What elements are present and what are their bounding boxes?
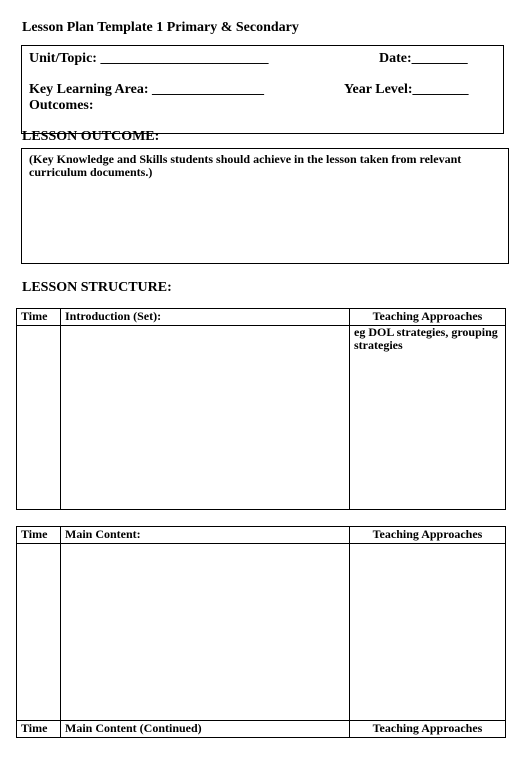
lesson-outcome-heading: LESSON OUTCOME:: [22, 129, 160, 144]
main-content-header: Main Content:: [61, 527, 350, 544]
introduction-table: [16, 308, 506, 510]
date-field[interactable]: Date:________: [379, 51, 468, 66]
main-content-table: [16, 526, 506, 738]
key-learning-area-field[interactable]: Key Learning Area: ________________: [29, 82, 265, 97]
main-content-cell[interactable]: [61, 544, 350, 721]
lesson-structure-heading: LESSON STRUCTURE:: [22, 280, 172, 295]
unit-topic-field[interactable]: Unit/Topic: ________________________: [29, 51, 269, 66]
time-cell[interactable]: [17, 326, 61, 510]
lesson-outcome-note: (Key Knowledge and Skills students should achieve in the lesson taken from relevant curriculum documents.): [29, 152, 462, 179]
table-header-row: [17, 721, 506, 738]
table-header-row: [17, 527, 506, 544]
table-header-row: [17, 309, 506, 326]
teaching-approaches-cell[interactable]: [350, 544, 506, 721]
unit-details-box: [21, 45, 504, 134]
time-header: Time: [17, 309, 61, 326]
teaching-approaches-header: Teaching Approaches: [350, 721, 506, 738]
outcomes-label: Outcomes:: [29, 98, 94, 113]
time-header: Time: [17, 527, 61, 544]
teaching-approaches-cell[interactable]: [350, 326, 506, 510]
lesson-outcome-box[interactable]: [21, 148, 509, 264]
time-header: Time: [17, 721, 61, 738]
approach-note: eg DOL strategies, grouping strategies: [354, 325, 498, 352]
year-level-field[interactable]: Year Level:________: [344, 82, 469, 97]
teaching-approaches-header: Teaching Approaches: [350, 527, 506, 544]
introduction-header: Introduction (Set):: [61, 309, 350, 326]
introduction-cell[interactable]: [61, 326, 350, 510]
teaching-approaches-header: Teaching Approaches: [350, 309, 506, 326]
document-title: Lesson Plan Template 1 Primary & Secondary: [22, 20, 299, 35]
table-row: [17, 326, 506, 510]
table-row: [17, 544, 506, 721]
time-cell[interactable]: [17, 544, 61, 721]
main-content-continued-header: Main Content (Continued): [61, 721, 350, 738]
